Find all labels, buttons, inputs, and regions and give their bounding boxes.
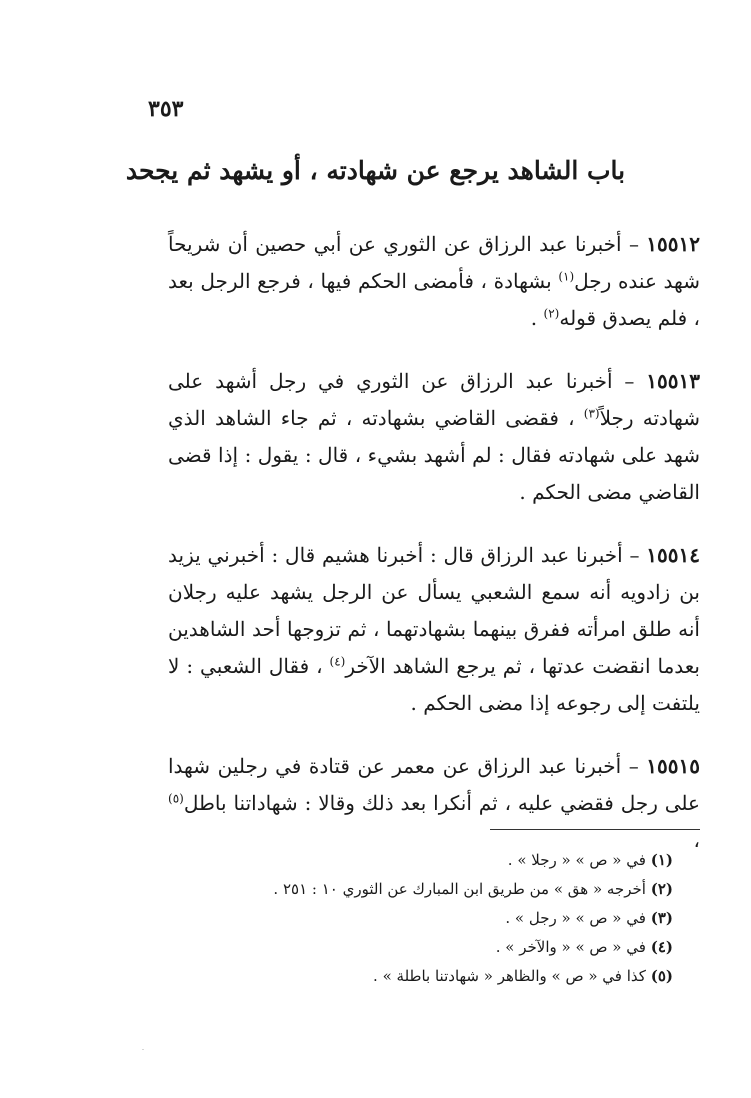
- hadith-paragraph: [168, 226, 700, 337]
- footnote-text: أخرجه « هق » من طريق ابن المبارك عن الثوري ١٠ : ٢٥١ .: [273, 880, 646, 898]
- hadith-number: ١٥٥١٣: [646, 369, 700, 393]
- paragraph-text: ، فقال الشعبي : لا يلتفت إلى رجوعه إذا مضى الحكم .: [168, 654, 700, 715]
- paragraph-text: – أخبرنا عبد الرزاق قال : أخبرنا هشيم قال : أخبرني يزيد بن زادويه أنه سمع الشعبي يسأل عن الرجل يشهد عليه رجلان أنه طلق امرأته ففرق بينهما بشهادتهما ، ثم تزوجها أحد الشاهدين بعدما انقضت عدتها ، ثم يرجع الشاهد الآخر: [168, 543, 700, 678]
- hadith-number: ١٥٥١٥: [646, 754, 701, 778]
- paragraph-text: – أخبرنا عبد الرزاق عن الثوري في رجل أشهد على شهادته رجلاً: [168, 369, 701, 430]
- paragraph-text: بشهادة ، فأمضى الحكم فيها ، فرجع الرجل بعد ، فلم يصدق قوله: [168, 269, 700, 330]
- footnotes: [168, 846, 673, 991]
- paragraph-text: ،: [693, 828, 700, 852]
- footnote: [168, 933, 673, 962]
- footnote-number: (٥): [650, 967, 673, 985]
- footnote-ref: (٢): [543, 306, 560, 321]
- footnote: [168, 875, 673, 904]
- footnote: [168, 846, 673, 875]
- footnote: [168, 904, 673, 933]
- hadith-paragraph: [168, 537, 700, 722]
- footnote-ref: (١): [558, 269, 575, 284]
- footnote-number: (١): [650, 851, 673, 869]
- footnote-text: كذا في « ص » والظاهر « شهادتنا باطلة » .: [373, 967, 646, 985]
- footnote-text: في « ص » « والآخر » .: [495, 938, 646, 956]
- chapter-title: باب الشاهد يرجع عن شهادته ، أو يشهد ثم يجحد: [125, 156, 626, 185]
- footnote-number: (٣): [650, 909, 673, 927]
- hadith-number: ١٥٥١٤: [646, 543, 701, 567]
- footnote-number: (٤): [650, 938, 673, 956]
- footnote-text: في « ص » « رجل » .: [505, 909, 646, 927]
- footnote-ref: (٥): [168, 791, 184, 806]
- footnote: [168, 962, 673, 991]
- paragraph-text: ، فقضى القاضي بشهادته ، ثم جاء الشاهد الذي شهد على شهادته فقال : لم أشهد بشيء ، قال : يقول : إذا قضى القاضي مضى الحكم .: [168, 406, 700, 504]
- paragraph-text: – أخبرنا عبد الرزاق عن معمر عن قتادة في رجلين شهدا على رجل فقضي عليه ، ثم أنكرا بعد ذلك وقالا : شهاداتنا باطل: [168, 754, 700, 815]
- footnote-text: في « ص » « رجلا » .: [507, 851, 646, 869]
- footnote-number: (٢): [650, 880, 673, 898]
- hadith-number: ١٥٥١٢: [646, 232, 701, 256]
- page-number: ٣٥٣: [148, 96, 184, 122]
- hadith-paragraph: [168, 748, 700, 859]
- paragraph-text: – أخبرنا عبد الرزاق عن الثوري عن أبي حصين أن شريحاً شهد عنده رجل: [168, 232, 700, 293]
- footnote-ref: (٣): [583, 406, 600, 421]
- footnote-divider: [490, 829, 700, 830]
- hadith-paragraph: [168, 363, 700, 511]
- body-text: [168, 226, 700, 885]
- footnote-ref: (٤): [329, 654, 346, 669]
- paragraph-text: .: [530, 306, 544, 330]
